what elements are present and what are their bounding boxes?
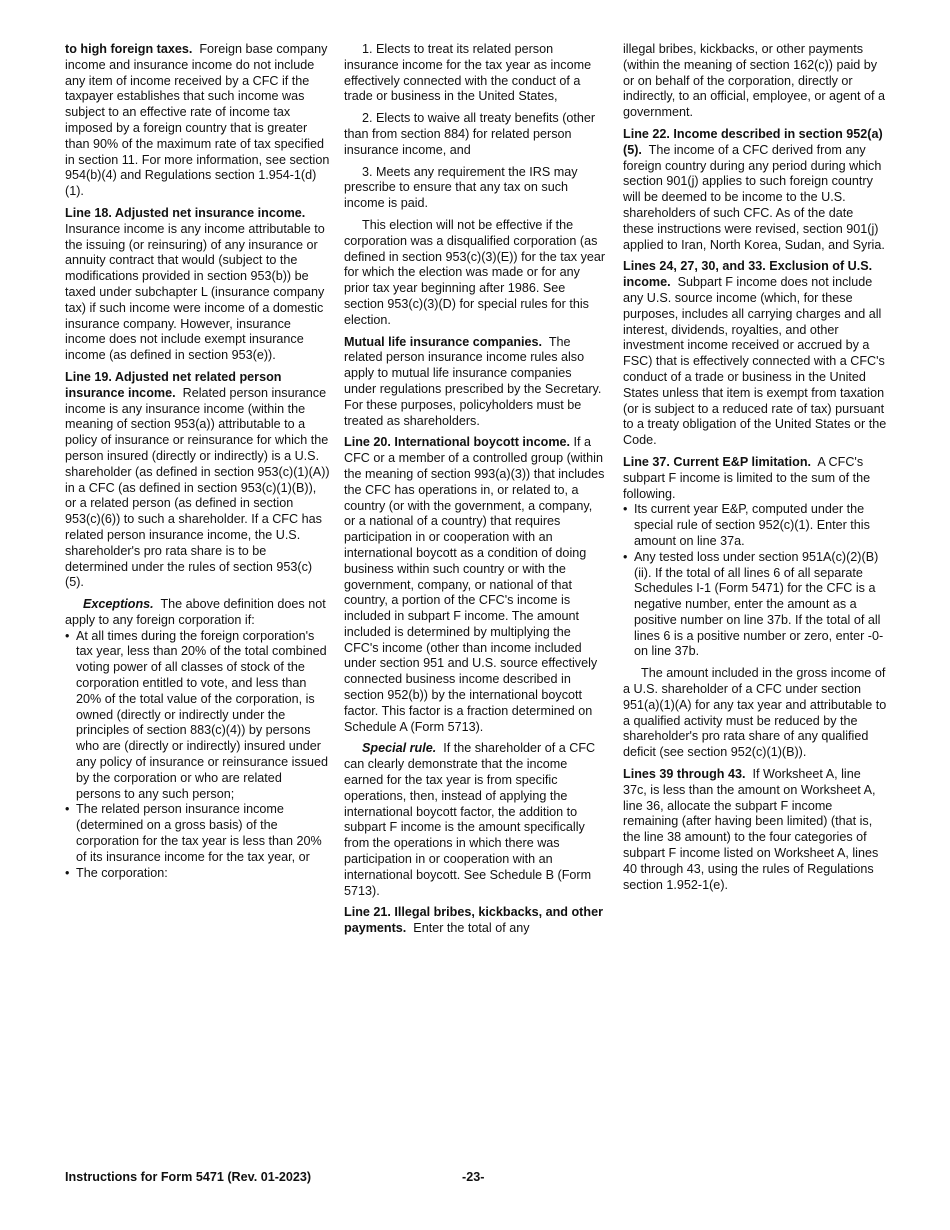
paragraph-election: This election will not be effective if the corporation was a disqualified corporation (as defined in section 953(c)(3)(E)) for the tax year for which the election was made or for any prior tax year beginning after 1986. See section 953(c)(3)(D) for special rules for this election.	[344, 217, 606, 327]
heading-line-20: Line 20. International boycott income.	[344, 435, 571, 450]
paragraph-mutual-life	[344, 335, 606, 430]
column-1	[65, 42, 330, 881]
paragraph-line-22	[623, 127, 887, 253]
paragraph-special-rule	[344, 741, 606, 899]
bullet-item: • The related person insurance income (determined on a gross basis) of the corporation for the tax year is less than 20% of its insurance income for the tax year, or	[65, 802, 330, 865]
bullet-item: • Any tested loss under section 951A(c)(2)(B)(ii). If the total of all lines 6 of all separate Schedules I-1 (Form 5471) for the CFC is a negative number, enter the amount as a positive number on line 37b. If the total of all lines 6 is a positive number or zero, enter -0- on line 37b.	[623, 550, 887, 661]
bullet-item: • At all times during the foreign corporation's tax year, less than 20% of the total combined voting power of all classes of stock of the corporation entitled to vote, and less than 20% of the total value of the corporation, is owned (directly or indirectly under the principles of section 883(c)(4)) by persons who are (directly or indirectly) insured under any policy of insurance or reinsurance issued by the corporation or who are related persons to any such person;	[65, 629, 330, 803]
paragraph-line-18	[65, 206, 330, 364]
heading-foreign-taxes: to high foreign taxes.	[65, 42, 193, 56]
text-line-37: A CFC's subpart F income is limited to the sum of the following.	[623, 454, 871, 501]
text-line-22: The income of a CFC derived from any foreign country during any period during which section 901(j) applies to such foreign country will be deemed to be income to the U.S. shareholders of such CFC. As of the date these instructions were revised, section 901(j) applied to Iran, North Korea, Sudan, and Syria.	[623, 142, 885, 252]
paragraph-exceptions	[65, 597, 330, 629]
heading-mutual-life: Mutual life insurance companies.	[344, 334, 543, 349]
text-lines-39-43: If Worksheet A, line 37c, is less than the amount on Worksheet A, line 36, allocate the subpart F income remaining (after having been limited) (that is, the line 38 amount) to the four categories of subpart F income listed on Worksheet A, lines 40 through 43, using the rules of Regulations section 1.952-1(e).	[623, 767, 879, 892]
heading-line-22: Line 22. Income described in section 952(a)(5).	[623, 126, 883, 157]
heading-line-19: Line 19. Adjusted net related person insurance income.	[65, 369, 282, 400]
text-mutual-life: The related person insurance income rules also apply to mutual life insurance companies under regulations prescribed by the Secretary. For these purposes, policyholders must be treated as shareholders.	[344, 334, 602, 428]
text-special-rule: If the shareholder of a CFC can clearly demonstrate that the income earned for the tax year is from specific operations, then, instead of applying the international boycott factor, the addition to subpart F income is the amount specifically from the operations in which there was participation in or cooperation with an international boycott. See Schedule B (Form 5713).	[344, 741, 596, 898]
bullet-item: • The corporation:	[65, 866, 330, 882]
paragraph-line-37	[623, 455, 887, 502]
heading-special-rule: Special rule.	[362, 741, 437, 756]
paragraph-gross-income: The amount included in the gross income of a U.S. shareholder of a CFC under section 951(a)(1)(A) for any tax year and attributable to a qualified activity must be reduced by the shareholder's pro rata share of any qualified deficit (see section 952(c)(1)(B)).	[623, 666, 887, 760]
column-3	[623, 42, 887, 899]
column-2	[344, 42, 606, 943]
paragraph-foreign-taxes	[65, 42, 330, 200]
paragraph-lines-39-43	[623, 767, 887, 893]
bullet-item: • Its current year E&P, computed under the special rule of section 952(c)(1). Enter this amount on line 37a.	[623, 502, 887, 549]
page-footer	[65, 1170, 887, 1184]
text-line-18: Insurance income is any income attributable to the issuing (or reinsuring) of any insurance or annuity contract that would (subject to the modifications provided in section 953(b)) be taxed under subchapter L (insurance company tax) if such income were income of a domestic insurance company. However, insurance income does not include exempt insurance income (as defined in section 953(e)).	[65, 221, 325, 363]
numbered-item: 2. Elects to waive all treaty benefits (other than from section 884) for related person insurance income, and	[344, 111, 596, 157]
text-line-19: Related person insurance income is any insurance income (within the meaning of section 953(a)) attributable to a policy of insurance or reinsurance for which the person insured (directly or indirectly) is a U.S. shareholder (as defined in section 953(c)(1)(A)) in a CFC (as defined in section 953(c)(1)(B)), or a related person (as defined in section 953(c)(6)) to such a shareholder. If a CFC has related person insurance income, the U.S. shareholder's pro rata share is to be determined under the rules of section 953(c)(5).	[65, 385, 330, 590]
heading-line-18: Line 18. Adjusted net insurance income.	[65, 205, 306, 220]
heading-lines-24-33: Lines 24, 27, 30, and 33. Exclusion of U.S. income.	[623, 259, 873, 290]
text-exceptions: The above definition does not apply to any foreign corporation if:	[65, 597, 326, 627]
paragraph-line-20	[344, 435, 606, 735]
paragraph-line-21	[344, 905, 606, 937]
text-lines-24-33: Subpart F income does not include any U.S. source income (which, for these purposes, includes all carrying charges and all interest, dividends, royalties, and other investment income received or accrued by a FSC) that is effectively connected with a CFC's conduct of a trade or business in the United States unless that item is exempt from taxation (or is subject to a reduced rate of tax) pursuant to a treaty obligation of the United States or the Code.	[623, 275, 887, 448]
heading-lines-39-43: Lines 39 through 43.	[623, 767, 746, 782]
numbered-item: 1. Elects to treat its related person insurance income for the tax year as income effectively connected with the conduct of a trade or business in the United States,	[344, 42, 592, 104]
text-foreign-taxes: Foreign base company income and insurance income do not include any item of income received by a CFC if the taxpayer establishes that such income was subject to an effective rate of income tax imposed by a foreign country that is greater than 90% of the maximum rate of tax specified in section 11. For more information, see section 954(b)(4) and Regulations section 1.954-1(d)(1).	[65, 42, 330, 199]
heading-exceptions: Exceptions.	[83, 597, 154, 612]
footer-form-title: Instructions for Form 5471 (Rev. 01-2023)	[65, 1170, 312, 1184]
numbered-item: 3. Meets any requirement the IRS may prescribe to ensure that any tax on such income is paid.	[344, 164, 578, 211]
text-line-21: Enter the total of any	[413, 921, 530, 936]
heading-line-37: Line 37. Current E&P limitation.	[623, 454, 812, 469]
text-line-20: If a CFC or a member of a controlled group (within the meaning of section 993(a)(3)) that includes the CFC has operations in, or related to, a country (or with the government, a company, or a national of a country) that requires participation in or cooperation with an international boycott as a condition of doing business within such country or with the government, company, or national of that country, a portion of the CFC's income is included in subpart F income. The amount included is determined by multiplying the CFC's income (other than income included under section 951 and U.S. source effectively connected business income described in section 952(b)) by the international boycott factor. This factor is a fraction determined on Schedule A (Form 5713).	[344, 435, 605, 734]
page-number: -23-	[462, 1170, 485, 1184]
paragraph-line-21-continued: illegal bribes, kickbacks, or other payments (within the meaning of section 162(c)) paid by or on behalf of the corporation, directly or indirectly, to an official, employee, or agent of a government.	[623, 42, 886, 120]
paragraph-line-19	[65, 370, 330, 591]
heading-line-21: Line 21. Illegal bribes, kickbacks, and other payments.	[344, 905, 603, 936]
paragraph-lines-24-33	[623, 259, 887, 449]
